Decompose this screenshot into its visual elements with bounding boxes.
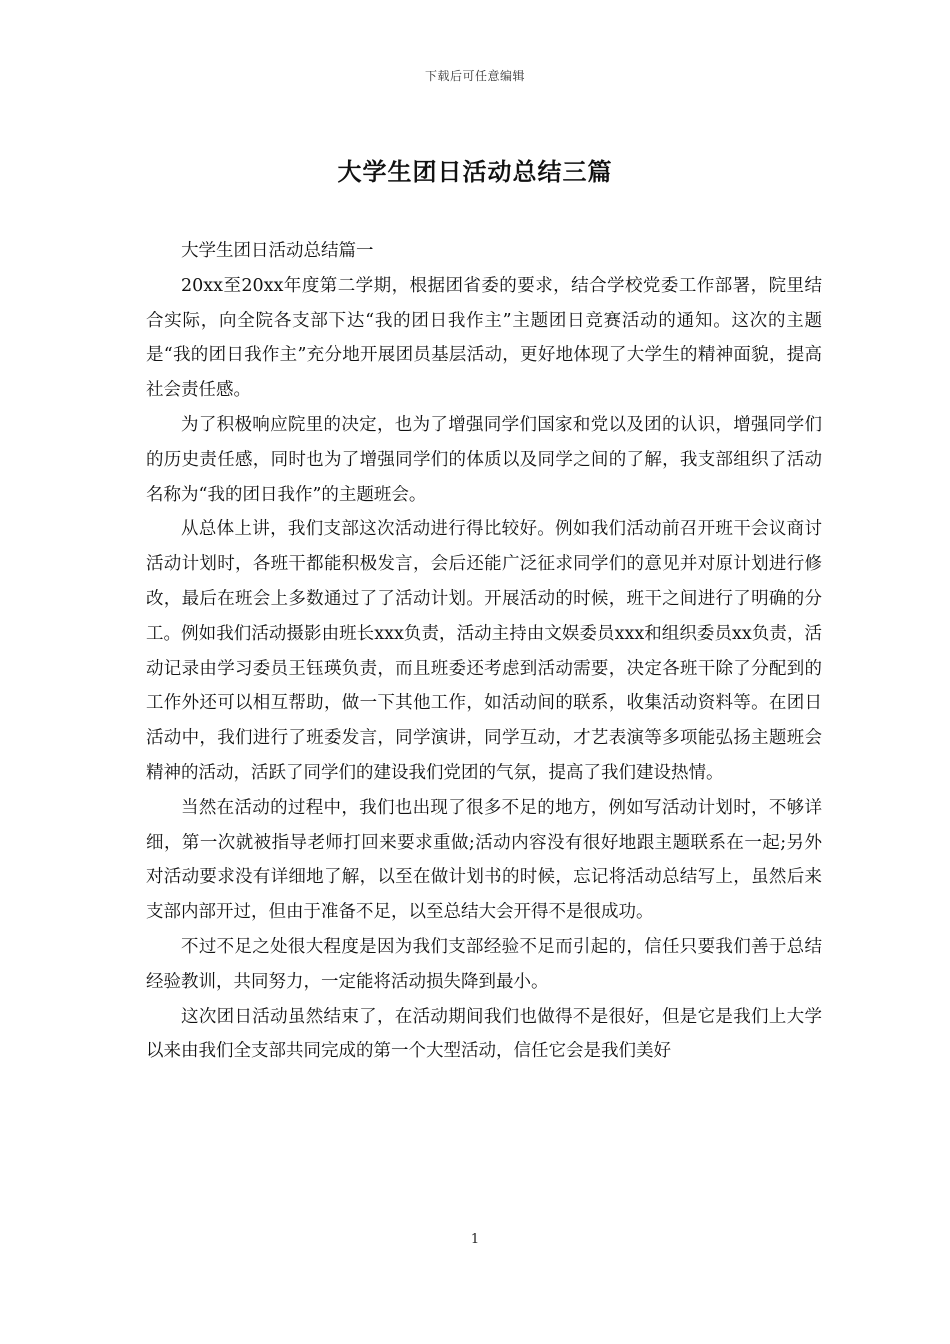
page-number: 1 [470,1232,480,1247]
section-heading: 大学生团日活动总结篇一 [181,241,374,261]
paragraph: 从总体上讲，我们支部这次活动进行得比较好。例如我们活动前召开班干会议商讨活动计划时，各班干都能积极发言，会后还能广泛征求同学们的意见并对原计划进行修改，最后在班会上多数通过了了活动计划。开展活动的时候，班干之间进行了明确的分工。例如我们活动摄影由班长xxx负责，活动主持由文娱委员xxx和组织委员xx负责，活动记录由学习委员王钰瑛负责，而且班委还考虑到活动需要，决定各班干除了分配到的工作外还可以相互帮助，做一下其他工作，如活动间的联系，收集活动资料等。在团日活动中，我们进行了班委发言，同学演讲，同学互动，才艺表演等多项能弘扬主题班会精神的活动，活跃了同学们的建设我们党团的气氛，提高了我们建设热情。 [146,519,822,783]
document-title: 大学生团日活动总结三篇 [337,157,613,186]
paragraph: 这次团日活动虽然结束了，在活动期间我们也做得不是很好，但是它是我们上大学以来由我们全支部共同完成的第一个大型活动，信任它会是我们美好 [146,1006,822,1062]
document-body [146,234,822,1069]
header-note: 下载后可任意编辑 [424,69,525,83]
paragraph: 为了积极响应院里的决定，也为了增强同学们国家和党以及团的认识，增强同学们的历史责任感，同时也为了增强同学们的体质以及同学之间的了解，我支部组织了活动名称为“我的团日我作”的主题班会。 [146,414,822,505]
paragraph: 20xx至20xx年度第二学期，根据团省委的要求，结合学校党委工作部署，院里结合实际，向全院各支部下达“我的团日我作主”主题团日竞赛活动的通知。这次的主题是“我的团日我作主”充分地开展团员基层活动，更好地体现了大学生的精神面貌，提高社会责任感。 [146,275,822,401]
paragraph: 当然在活动的过程中，我们也出现了很多不足的地方，例如写活动计划时，不够详细，第一次就被指导老师打回来要求重做;活动内容没有很好地跟主题联系在一起;另外对活动要求没有详细地了解，以至在做计划书的时候，忘记将活动总结写上，虽然后来支部内部开过，但由于准备不足，以至总结大会开得不是很成功。 [146,797,822,923]
paragraph: 不过不足之处很大程度是因为我们支部经验不足而引起的，信任只要我们善于总结经验教训，共同努力，一定能将活动损失降到最小。 [146,936,822,992]
